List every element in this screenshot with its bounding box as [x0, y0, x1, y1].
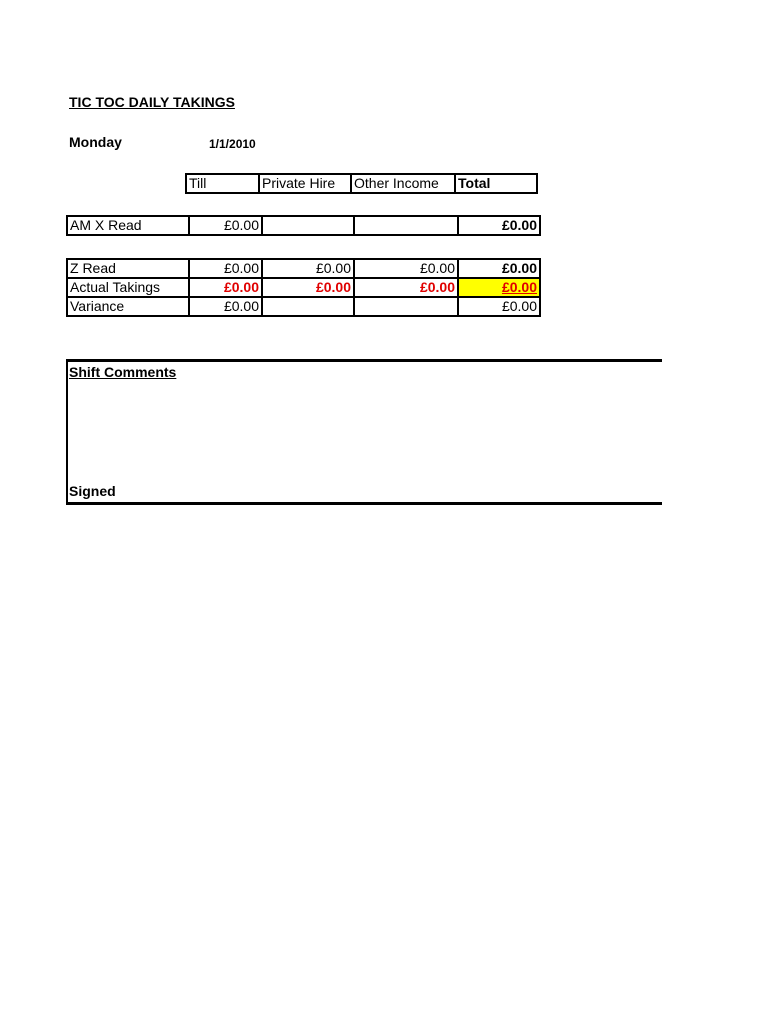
column-header-table — [185, 173, 538, 194]
row-label: AM X Read — [67, 216, 189, 235]
column-header-private-hire: Private Hire — [259, 174, 351, 193]
row-label: Actual Takings — [67, 278, 189, 297]
total-cell-highlighted[interactable]: £0.00 — [458, 278, 540, 297]
takings-table — [66, 258, 541, 317]
shift-comments-box[interactable] — [66, 359, 662, 505]
page-title: TIC TOC DAILY TAKINGS — [69, 94, 235, 110]
column-header-row — [186, 174, 537, 193]
till-cell[interactable]: £0.00 — [189, 278, 262, 297]
column-header-total: Total — [455, 174, 537, 193]
table-row — [67, 216, 540, 235]
other-income-cell[interactable]: £0.00 — [354, 278, 458, 297]
table-row — [67, 297, 540, 316]
other-income-cell[interactable]: £0.00 — [354, 259, 458, 278]
row-label: Variance — [67, 297, 189, 316]
table-row — [67, 259, 540, 278]
shift-comments-label: Shift Comments — [69, 364, 177, 380]
private-hire-cell[interactable]: £0.00 — [262, 259, 354, 278]
private-hire-cell[interactable] — [262, 216, 354, 235]
till-cell[interactable]: £0.00 — [189, 259, 262, 278]
till-cell[interactable]: £0.00 — [189, 297, 262, 316]
other-income-cell[interactable] — [354, 297, 458, 316]
total-cell[interactable]: £0.00 — [458, 297, 540, 316]
private-hire-cell[interactable] — [262, 297, 354, 316]
column-header-other-income: Other Income — [351, 174, 455, 193]
date-value: 1/1/2010 — [209, 137, 256, 151]
am-x-read-table — [66, 215, 541, 236]
signed-label: Signed — [69, 483, 116, 499]
till-cell[interactable]: £0.00 — [189, 216, 262, 235]
column-header-till: Till — [186, 174, 259, 193]
other-income-cell[interactable] — [354, 216, 458, 235]
total-cell[interactable]: £0.00 — [458, 259, 540, 278]
day-label: Monday — [69, 134, 122, 150]
table-row — [67, 278, 540, 297]
row-label: Z Read — [67, 259, 189, 278]
private-hire-cell[interactable]: £0.00 — [262, 278, 354, 297]
total-cell[interactable]: £0.00 — [458, 216, 540, 235]
